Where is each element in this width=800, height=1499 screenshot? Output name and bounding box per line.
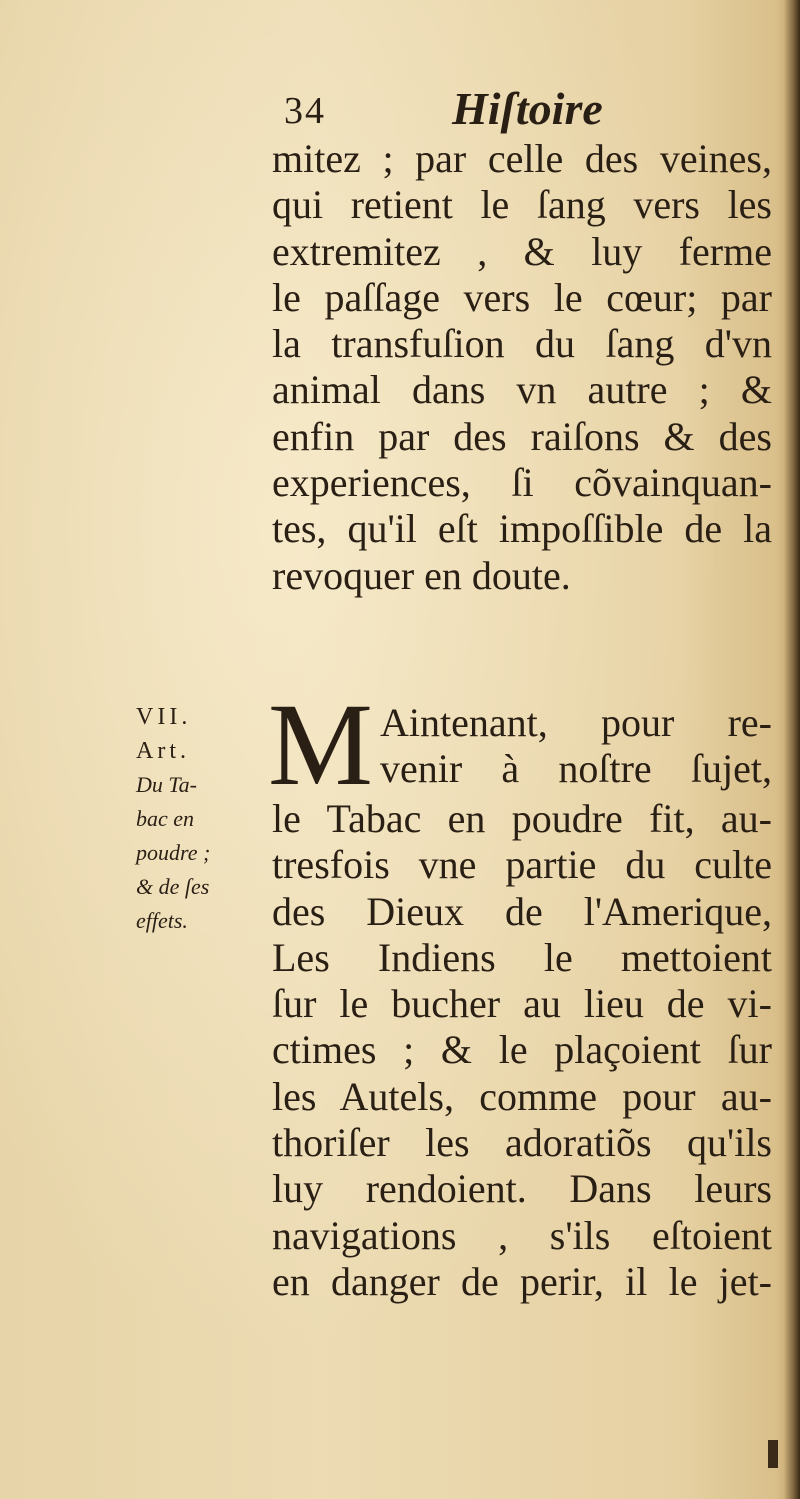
marginal-line: effets. [136,908,188,933]
text-line: animal dans vn autre ; & [272,367,772,413]
text-line: les Autels, comme pour au- [272,1073,772,1119]
text-line: thoriſer les adoratiõs qu'ils [272,1120,772,1166]
text-line: tes, qu'il eſt impoſſible de la [272,506,772,552]
text-line: des Dieux de l'Amerique, [272,888,772,934]
marginal-line: Du Ta- [136,772,197,797]
running-title: Hiſtoire [452,83,603,134]
drop-capital: M [268,679,373,810]
text-line: ſur le bucher au lieu de vi- [272,981,772,1027]
text-line: Aintenant, pour re- [380,700,772,745]
text-line: qui retient le ſang vers les [272,182,772,228]
page-gutter-shadow [784,0,800,1499]
text-line: tresfois vne partie du culte [272,842,772,888]
binding-thread-mark [768,1440,778,1468]
text-line: experiences, ſi cõvainquan- [272,460,772,506]
text-line: luy rendoient. Dans leurs [272,1166,772,1212]
paragraph-1 [272,136,772,599]
text-line: navigations , s'ils eſtoient [272,1212,772,1258]
text-line: le Tabac en poudre fit, au- [272,796,772,841]
text-line: Les Indiens le mettoient [272,934,772,980]
text-line: extremitez , & luy ferme [272,228,772,274]
paragraph-2-body [272,796,772,1305]
text-line: enfin par des raiſons & des [272,413,772,459]
text-line: revoquer en doute. [272,552,571,598]
marginal-number: VII. [136,704,192,730]
text-line: mitez ; par celle des veines, [272,136,772,181]
text-line: venir à noſtre ſujet, [380,746,772,792]
paragraph-2-opening [380,700,772,793]
page-number: 34 [284,90,326,132]
marginal-line: poudre ; [136,840,211,865]
text-line: ctimes ; & le plaçoient ſur [272,1027,772,1073]
text-line: le paſſage vers le cœur; par [272,274,772,320]
marginal-line: bac en [136,806,195,831]
text-line: la transfuſion du ſang d'vn [272,321,772,367]
text-line: en danger de perir, il le jet- [272,1258,772,1304]
marginal-art: Art. [136,738,190,764]
marginal-note [136,700,256,938]
marginal-line: & de ſes [136,874,210,899]
